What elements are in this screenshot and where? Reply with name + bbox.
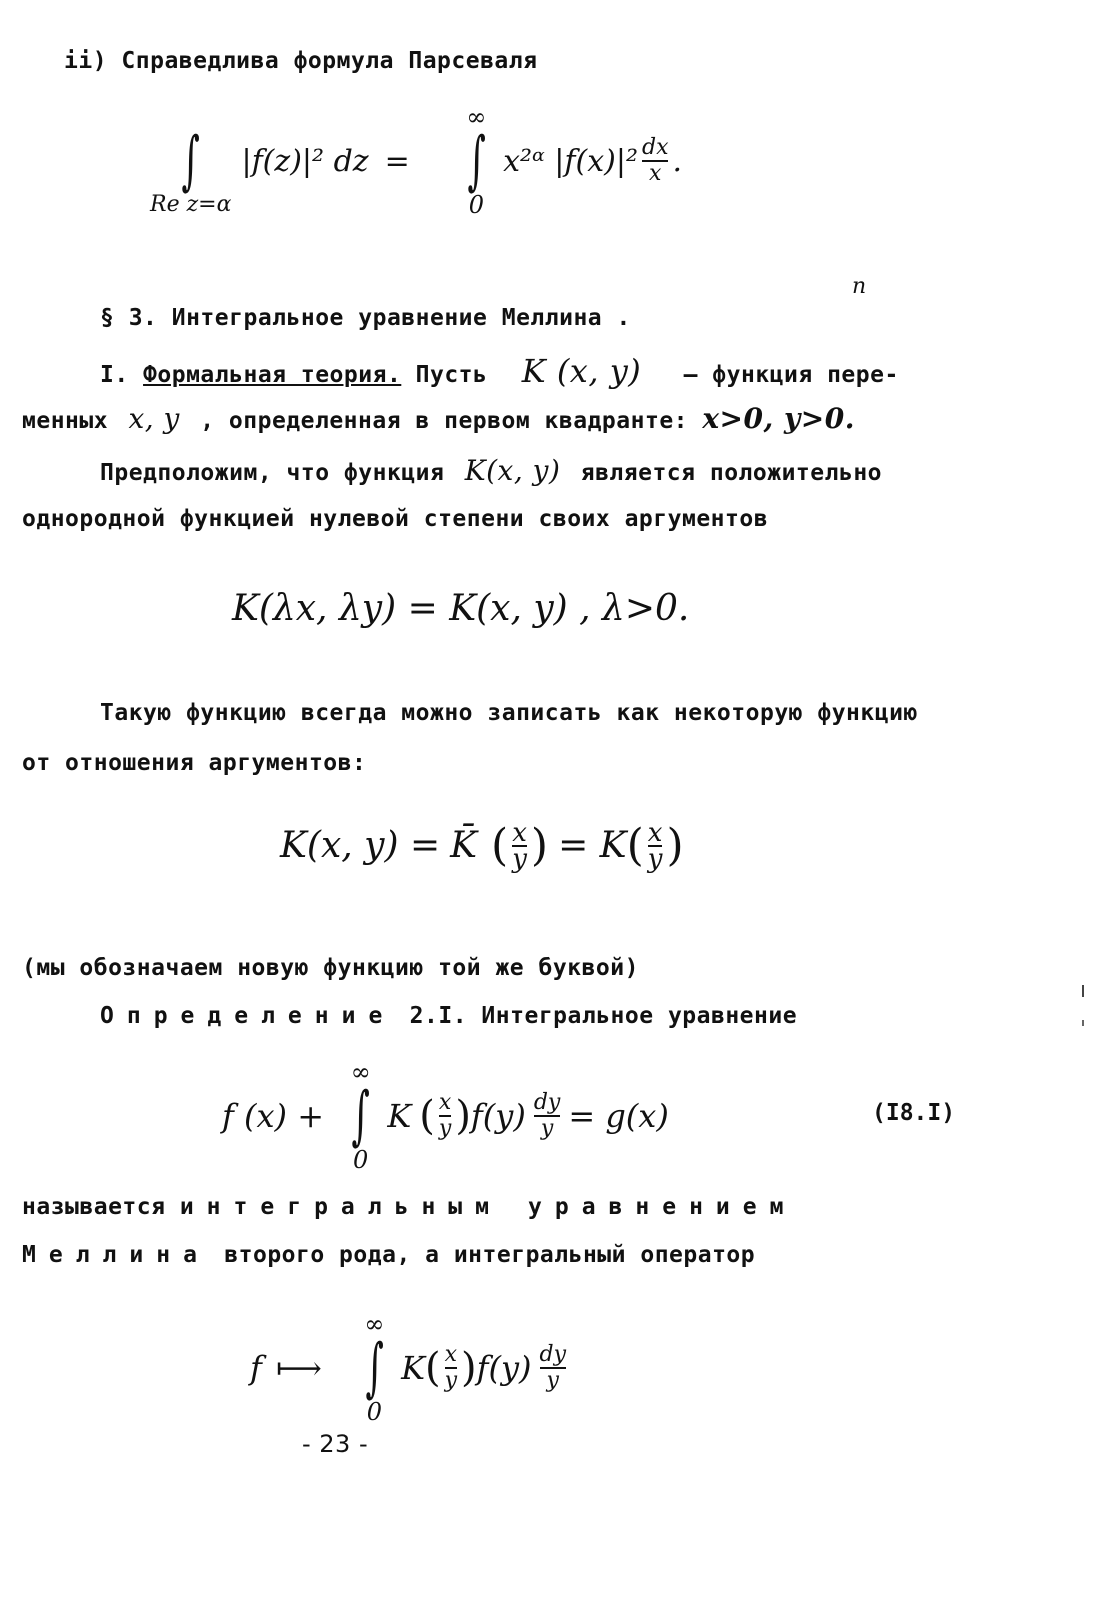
frac-numerator: x [438,1090,452,1115]
lower-limit: 0 [353,1146,369,1174]
lhs-subscript: Re z=α [150,192,232,217]
kernel-fraction [445,1343,457,1393]
text: второго рода, а интегральный оператор [209,1242,756,1268]
definition-line [100,1003,797,1029]
text: Интегральное уравнение [467,1003,798,1029]
section-heading: § 3. Интегральное уравнение Меллина . [100,305,631,331]
equals-sign: = [384,143,410,179]
spaced-term: интегральным [179,1194,502,1220]
page-number: - 23 - [302,1430,369,1458]
parseval-text: Справедлива формула Парсеваля [121,48,538,74]
integral [344,1060,377,1172]
definition-number: 2.I. [395,1003,468,1029]
formula-lhs: K(x, y) = [280,825,441,866]
paragraph-1-line-2 [22,402,855,435]
frac-denominator: y [540,1116,554,1141]
dy-over-y [534,1091,561,1141]
lhs-integral [150,105,231,217]
frac-numerator: x [647,817,663,848]
paragraph-number: I. [100,362,144,388]
frac-numerator: dy [539,1342,567,1367]
paragraph-3-line-1: Такую функцию всегда можно записать как некоторую функцию [100,700,918,726]
lower-limit: 0 [366,1398,383,1426]
spaced-term: уравнением [528,1194,797,1220]
ratio-fraction [512,817,527,874]
upper-limit: ∞ [466,103,487,131]
variables: x, y [128,402,180,435]
dx-over-x [642,136,669,186]
integral-sign: ∫ [351,1079,370,1153]
kernel-fraction [439,1091,451,1141]
paragraph-1-line-1 [100,352,899,390]
subsection-title: Формальная теория. [143,362,402,388]
spaced-term: Меллина [22,1242,210,1268]
frac-numerator: dx [641,135,669,160]
dy-over-y [540,1343,567,1393]
scan-speck [1082,1020,1084,1026]
frac-denominator: x [649,161,662,186]
frac-denominator: y [512,843,527,874]
quadrant-condition: x>0, y>0. [702,402,855,435]
k-of-xy: K (x, y) [521,352,642,390]
parseval-formula [140,105,682,217]
upper-limit: ∞ [364,1310,385,1338]
text: Пусть [401,362,502,388]
f-of-y: f(y) [476,1349,532,1387]
text: – функция пере- [669,362,899,388]
frac-denominator: y [444,1368,458,1393]
paragraph-3-line-2: от отношения аргументов: [22,750,367,776]
stray-mark: n [852,274,867,299]
text: Предположим, что функция [100,460,459,486]
equation-lhs: f (x) + [222,1097,325,1135]
f-of-y: f(y) [470,1097,526,1135]
integral-sign: ∫ [181,124,200,198]
integral-sign: ∫ [467,124,486,198]
formula-k: = K [558,825,627,866]
mapsto-arrow: ⟼ [275,1349,322,1387]
integral [358,1312,391,1424]
equation-number: (I8.I) [872,1100,956,1126]
upper-limit: ∞ [350,1058,371,1086]
scan-speck [1082,985,1084,997]
text: является положительно [566,460,883,486]
formula-period: . [672,143,683,179]
frac-numerator: dy [533,1090,561,1115]
kernel-k: K [401,1349,425,1387]
mellin-equation: f (x) + ∞ ∫ 0 K ( $\frac{x}{y}$ ) f(y) $\frac{dy}{y}$ = g(x) [222,1058,669,1174]
kernel-k: K [387,1097,412,1135]
lhs-body: |f(z)|² dz [241,143,369,179]
frac-denominator: y [438,1116,452,1141]
definition-word: Определение [100,1003,396,1029]
integral-sign: ∫ [365,1331,384,1405]
k-of-xy: K(x, y) [464,454,561,487]
frac-denominator: y [647,843,663,874]
frac-denominator: y [546,1368,559,1393]
ratio-formula: K(x, y) = K̄ ( $\frac{x}{y}$ ) = K ( $\frac{x}{y}$ ) [280,817,684,874]
item-label: ii) [64,48,108,74]
rhs-body: x²ᵅ |f(x)|² [503,143,638,179]
homogeneity-formula: K(λx, λy) = K(x, y) , λ>0. [232,588,690,629]
k-bar: K̄ [450,825,478,866]
paragraph-5-line-2 [22,1242,755,1268]
paragraph-4: (мы обозначаем новую функцию той же буквой) [22,955,639,981]
equation-rhs: = g(x) [568,1097,669,1135]
ratio-fraction-2 [647,817,663,874]
frac-numerator: x [512,817,527,848]
text: называется [22,1194,180,1220]
paragraph-2-line-2: однородной функцией нулевой степени своих аргументов [22,506,769,532]
parseval-statement [64,48,537,74]
text: менных [22,408,123,434]
frac-numerator: x [444,1342,457,1367]
rhs-integral [460,105,493,217]
integral-operator: f ⟼ ∞ ∫ 0 K ( $\frac{x}{y}$ ) f(y) $\frac{dy}{y}$ [250,1310,567,1426]
paragraph-5-line-1 [22,1194,796,1220]
text: , определенная в первом квадранте: [185,408,703,434]
operator-f: f [250,1349,262,1387]
lower-limit: 0 [468,191,485,219]
paragraph-2-line-1 [100,454,882,487]
